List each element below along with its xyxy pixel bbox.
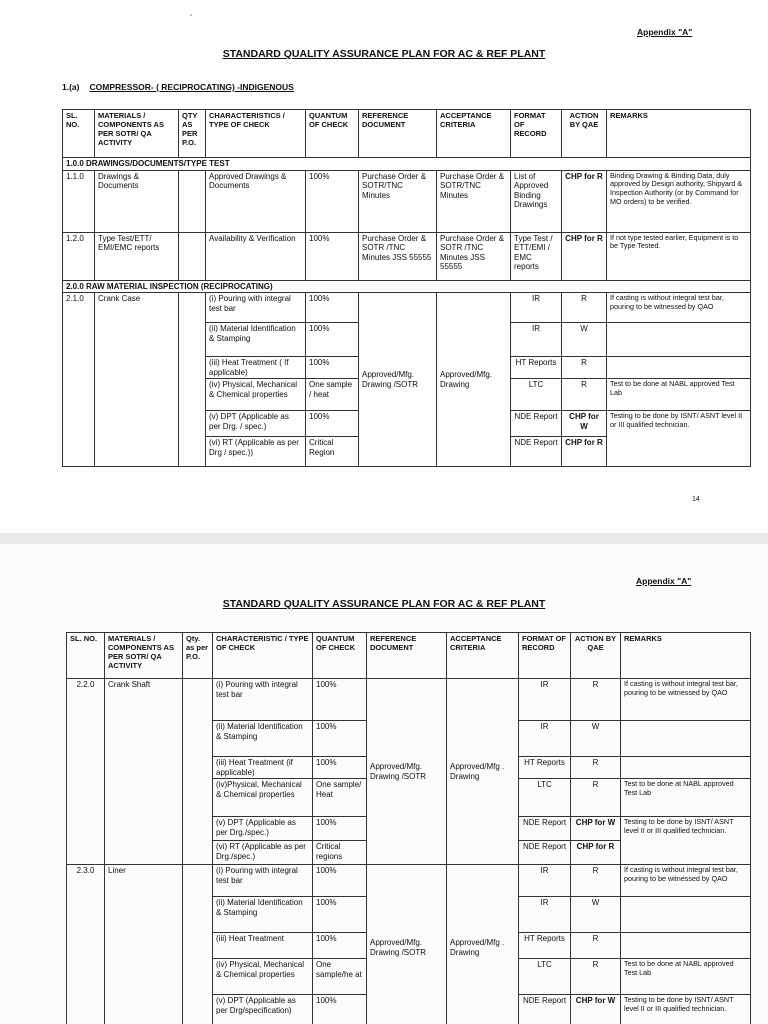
col-qty: QTY AS PER P.O.	[179, 110, 206, 158]
format-cell: NDE Report	[519, 995, 571, 1024]
char-cell: (iv)Physical, Mechanical & Chemical properties	[213, 779, 313, 817]
format-cell: LTC	[519, 779, 571, 817]
qty-cell	[179, 170, 206, 232]
remarks-cell	[621, 933, 751, 959]
col-action: ACTION BY QAE	[562, 110, 607, 158]
action-cell: CHP for W	[571, 995, 621, 1024]
quantum-cell: 100%	[306, 357, 359, 379]
table-row	[63, 293, 751, 323]
item-cell: Crank Case	[95, 293, 179, 467]
format-cell: NDE Report	[519, 841, 571, 865]
remarks-cell: Testing to be done by ISNT/ ASNT level II or III qualified technician.	[621, 817, 751, 865]
table-row	[67, 865, 751, 897]
format-cell: LTC	[519, 959, 571, 995]
format-cell: NDE Report	[519, 817, 571, 841]
action-cell: CHP for W	[571, 817, 621, 841]
format-cell: HT Reports	[519, 757, 571, 779]
col-format: FORMAT OF RECORD	[519, 633, 571, 679]
quantum-cell: Critical Region	[306, 437, 359, 467]
format-cell: NDE Report	[511, 437, 562, 467]
col-sl: SL. NO.	[63, 110, 95, 158]
quantum-cell: 100%	[313, 865, 367, 897]
acc-cell: Approved/Mfg. Drawing	[437, 293, 511, 467]
char-cell: (iv) Physical, Mechanical & Chemical properties	[213, 959, 313, 995]
item-cell: Drawings & Documents	[95, 170, 179, 232]
acc-cell: Approved/Mfg . Drawing	[447, 679, 519, 865]
col-remarks: REMARKS	[621, 633, 751, 679]
col-acceptance: ACCEPTANCE CRITERIA	[447, 633, 519, 679]
page-title: STANDARD QUALITY ASSURANCE PLAN FOR AC & REF PLANT	[222, 48, 546, 60]
qap-table-1	[62, 109, 751, 467]
col-format: FORMAT OF RECORD	[511, 110, 562, 158]
action-cell: W	[571, 897, 621, 933]
quantum-cell: 100%	[306, 411, 359, 437]
action-cell: R	[571, 779, 621, 817]
section-label: 2.0.0 RAW MATERIAL INSPECTION (RECIPROCATING)	[63, 280, 751, 293]
remarks-cell	[621, 721, 751, 757]
char-cell: (iii) Heat Treatment	[213, 933, 313, 959]
char-cell: (iii) Heat Treatment (if applicable)	[213, 757, 313, 779]
format-cell: IR	[519, 679, 571, 721]
quantum-cell: 100%	[313, 897, 367, 933]
quantum-cell: One sample/ Heat	[313, 779, 367, 817]
acc-cell: Approved/Mfg . Drawing	[447, 865, 519, 1024]
action-cell: R	[571, 757, 621, 779]
char-cell: (vi) RT (Applicable as per Drg / spec.))	[206, 437, 306, 467]
table-row	[67, 679, 751, 721]
page-2	[0, 544, 768, 1024]
format-cell: HT Reports	[511, 357, 562, 379]
char-cell: Approved Drawings & Documents	[206, 170, 306, 232]
char-cell: (i) Pouring with integral test bar	[206, 293, 306, 323]
format-cell: IR	[511, 323, 562, 357]
header-row	[67, 633, 751, 679]
format-cell: Type Test / ETT/EMI / EMC reports	[511, 232, 562, 280]
remarks-cell: Test to be done at NABL approved Test Lab	[607, 379, 751, 411]
format-cell: HT Reports	[519, 933, 571, 959]
qty-cell	[179, 293, 206, 467]
qty-cell	[183, 679, 213, 865]
appendix-label: Appendix "A"	[636, 576, 692, 586]
action-cell: W	[562, 323, 607, 357]
ref-cell: Purchase Order & SOTR /TNC Minutes JSS 55555	[359, 232, 437, 280]
char-cell: (v) DPT (Applicable as per Drg./spec.)	[213, 817, 313, 841]
quantum-cell: 100%	[313, 995, 367, 1024]
col-characteristics: CHARACTERISTICS / TYPE OF CHECK	[206, 110, 306, 158]
remarks-cell	[621, 897, 751, 933]
section-heading	[62, 82, 294, 92]
col-sl: SL. NO.	[67, 633, 105, 679]
quantum-cell: One sample / heat	[306, 379, 359, 411]
remarks-cell: If casting is without integral test bar, pouring to be witnessed by QAO	[607, 293, 751, 323]
section-row	[63, 158, 751, 171]
remarks-cell: Test to be done at NABL approved Test Lab	[621, 959, 751, 995]
quantum-cell: 100%	[313, 933, 367, 959]
appendix-label: Appendix "A"	[637, 27, 693, 37]
action-cell: CHP for W	[562, 411, 607, 437]
action-cell: CHP for R	[562, 170, 607, 232]
format-cell: IR	[511, 293, 562, 323]
acc-cell: Purchase Order & SOTR/TNC Minutes	[437, 170, 511, 232]
format-cell: LTC	[511, 379, 562, 411]
format-cell: IR	[519, 865, 571, 897]
sl-cell: 2.3.0	[67, 865, 105, 1024]
format-cell: IR	[519, 897, 571, 933]
remarks-cell	[607, 323, 751, 357]
char-cell: (iii) Heat Treatment ( If applicable)	[206, 357, 306, 379]
quantum-cell: Critical regions	[313, 841, 367, 865]
ref-cell: Approved/Mfg. Drawing /SOTR	[367, 865, 447, 1024]
quantum-cell: 100%	[313, 817, 367, 841]
qap-table-2	[66, 632, 751, 1024]
section-title: COMPRESSOR- ( RECIPROCATING) -INDIGENOUS	[89, 82, 294, 92]
char-cell: (i) Pouring with integral test bar	[213, 679, 313, 721]
col-materials: MATERIALS / COMPONENTS AS PER SOTR/ QA ACTIVITY	[95, 110, 179, 158]
quantum-cell: 100%	[306, 232, 359, 280]
action-cell: W	[571, 721, 621, 757]
action-cell: R	[571, 933, 621, 959]
format-cell: NDE Report	[511, 411, 562, 437]
col-qty: Qty. as per P.O.	[183, 633, 213, 679]
sl-cell: 2.1.0	[63, 293, 95, 467]
sl-cell: 1.1.0	[63, 170, 95, 232]
col-action: ACTION BY QAE	[571, 633, 621, 679]
quantum-cell: One sample/he at	[313, 959, 367, 995]
col-quantum: QUANTUM OF CHECK	[313, 633, 367, 679]
quantum-cell: 100%	[306, 293, 359, 323]
col-reference: REFERENCE DOCUMENT	[367, 633, 447, 679]
quantum-cell: 100%	[313, 757, 367, 779]
item-cell: Crank Shaft	[105, 679, 183, 865]
acc-cell: Purchase Order & SOTR /TNC Minutes JSS 55555	[437, 232, 511, 280]
char-cell: (ii) Material Identification & Stamping	[213, 897, 313, 933]
remarks-cell: Testing to be done by ISNT/ ASNT level II or III qualified technician.	[621, 995, 751, 1024]
quantum-cell: 100%	[313, 721, 367, 757]
char-cell: (i) Pouring with integral test bar	[213, 865, 313, 897]
ref-cell: Approved/Mfg. Drawing /SOTR	[367, 679, 447, 865]
col-remarks: REMARKS	[607, 110, 751, 158]
header-row	[63, 110, 751, 158]
action-cell: CHP for R	[562, 437, 607, 467]
action-cell: R	[562, 379, 607, 411]
col-materials: MATERIALS / COMPONENTS AS PER SOTR/ QA ACTIVITY	[105, 633, 183, 679]
section-label: 1.0.0 DRAWINGS/DOCUMENTS/TYPE TEST	[63, 158, 751, 171]
table-row	[63, 170, 751, 232]
char-cell: (v) DPT (Applicable as per Drg. / spec.)	[206, 411, 306, 437]
quantum-cell: 100%	[306, 323, 359, 357]
action-cell: R	[571, 679, 621, 721]
page-title: STANDARD QUALITY ASSURANCE PLAN FOR AC & REF PLANT	[222, 598, 546, 610]
char-cell: (ii) Material Identification & Stamping	[206, 323, 306, 357]
char-cell: (ii) Material Identification & Stamping	[213, 721, 313, 757]
sl-cell: 1.2.0	[63, 232, 95, 280]
action-cell: R	[571, 959, 621, 995]
quantum-cell: 100%	[313, 679, 367, 721]
ref-cell: Approved/Mfg. Drawing /SOTR	[359, 293, 437, 467]
item-cell: Liner	[105, 865, 183, 1024]
remarks-cell: Test to be done at NABL approved Test Lab	[621, 779, 751, 817]
qty-cell	[183, 865, 213, 1024]
quantum-cell: 100%	[306, 170, 359, 232]
section-row	[63, 280, 751, 293]
remarks-cell: If casting is without integral test bar, pouring to be witnessed by QAO	[621, 865, 751, 897]
char-cell: Availability & Verification	[206, 232, 306, 280]
char-cell: (vi) RT (Applicable as per Drg./spec.)	[213, 841, 313, 865]
char-cell: (v) DPT (Applicable as per Drg/specification)	[213, 995, 313, 1024]
sl-cell: 2.2.0	[67, 679, 105, 865]
table-row	[63, 232, 751, 280]
remarks-cell	[621, 757, 751, 779]
ref-cell: Purchase Order & SOTR/TNC Minutes	[359, 170, 437, 232]
col-acceptance: ACCEPTANCE CRITERIA	[437, 110, 511, 158]
format-cell: List of Approved Binding Drawings	[511, 170, 562, 232]
col-reference: REFERENCE DOCUMENT	[359, 110, 437, 158]
char-cell: (iv) Physical, Mechanical & Chemical properties	[206, 379, 306, 411]
action-cell: CHP for R	[571, 841, 621, 865]
col-characteristics: CHARACTERISTIC / TYPE OF CHECK	[213, 633, 313, 679]
format-cell: IR	[519, 721, 571, 757]
item-cell: Type Test/ETT/ EMI/EMC reports	[95, 232, 179, 280]
scan-speck	[190, 14, 192, 16]
action-cell: CHP for R	[562, 232, 607, 280]
col-quantum: QUANTUM OF CHECK	[306, 110, 359, 158]
remarks-cell: If not type tested earlier, Equipment is to be Type Tested.	[607, 232, 751, 280]
remarks-cell	[607, 357, 751, 379]
action-cell: R	[562, 357, 607, 379]
qty-cell	[179, 232, 206, 280]
remarks-cell: If casting is without integral test bar, pouring to be witnessed by QAO	[621, 679, 751, 721]
section-number: 1.(a)	[62, 82, 80, 92]
page-number: 14	[692, 496, 700, 503]
remarks-cell: Testing to be done by ISNT/ ASNT level II or III qualified technician.	[607, 411, 751, 467]
remarks-cell: Binding Drawing & Binding Data, duly approved by Design authority, Shipyard & Inspection Authority (or by Command for MO orders) to be verified.	[607, 170, 751, 232]
action-cell: R	[571, 865, 621, 897]
action-cell: R	[562, 293, 607, 323]
